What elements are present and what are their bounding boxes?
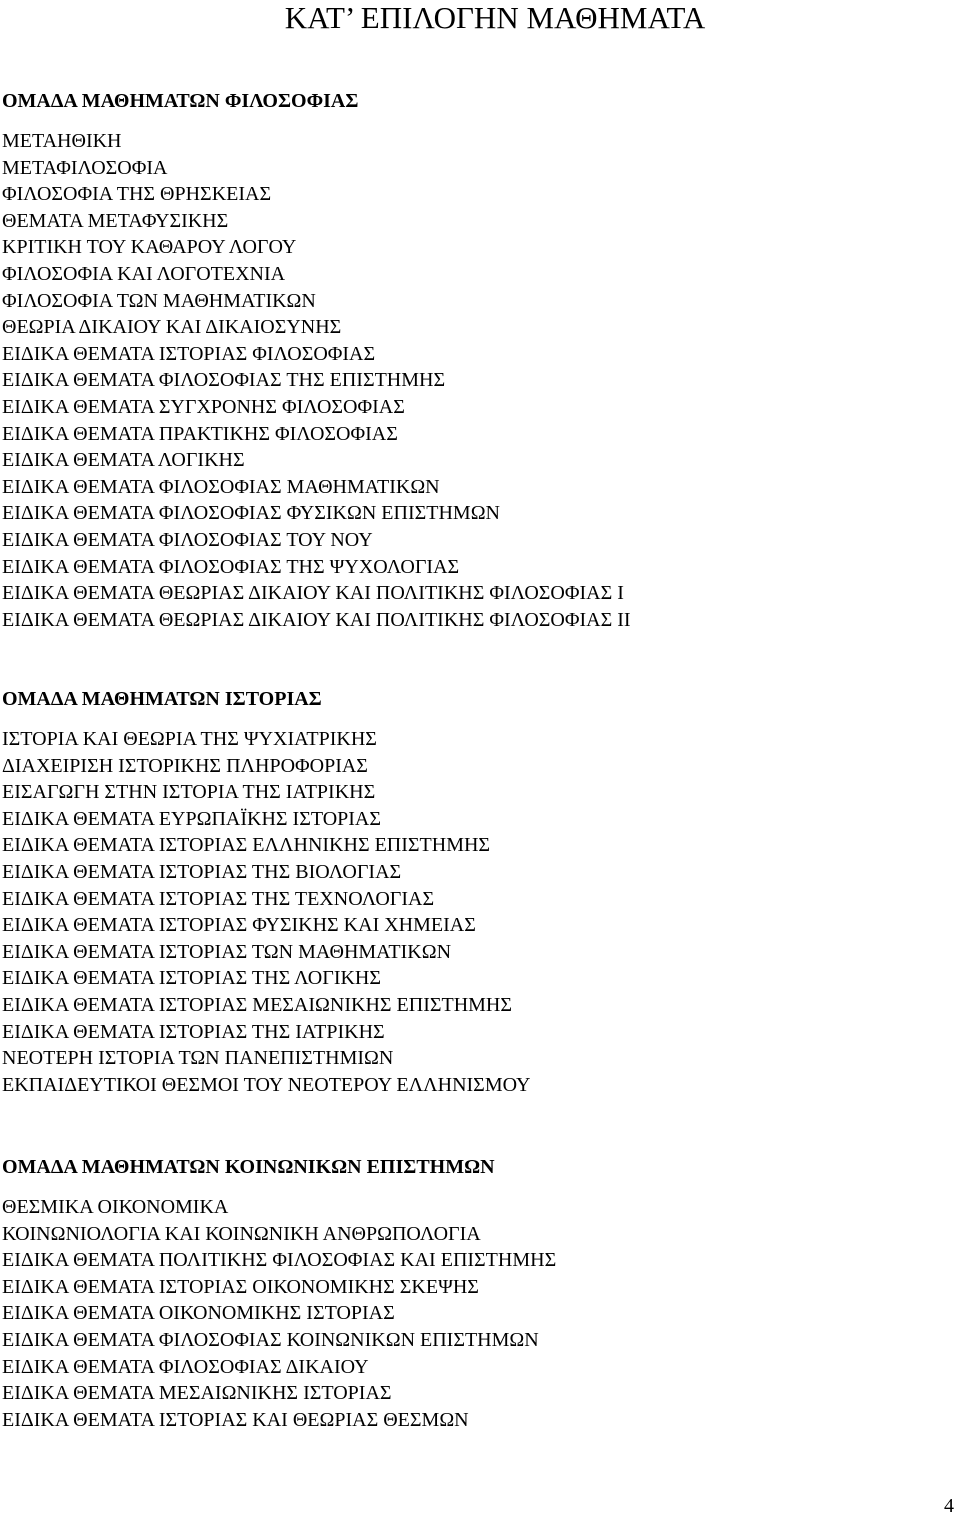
course-item: ΚΡΙΤΙΚΗ ΤΟΥ ΚΑΘΑΡΟΥ ΛΟΓΟΥ: [2, 236, 297, 259]
course-item: ΕΙΔΙΚΑ ΘΕΜΑΤΑ ΙΣΤΟΡΙΑΣ ΤΩΝ ΜΑΘΗΜΑΤΙΚΩΝ: [2, 940, 452, 963]
course-item: ΕΙΔΙΚΑ ΘΕΜΑΤΑ ΦΙΛΟΣΟΦΙΑΣ ΤΗΣ ΕΠΙΣΤΗΜΗΣ: [2, 369, 446, 392]
course-item: ΕΙΔΙΚΑ ΘΕΜΑΤΑ ΜΕΣΑΙΩΝΙΚΗΣ ΙΣΤΟΡΙΑΣ: [2, 1382, 392, 1405]
course-item: ΜΕΤΑΗΘΙΚΗ: [2, 130, 122, 152]
course-item: ΕΙΔΙΚΑ ΘΕΜΑΤΑ ΦΙΛΟΣΟΦΙΑΣ ΤΗΣ ΨΥΧΟΛΟΓΙΑΣ: [2, 555, 460, 578]
course-item: ΕΙΔΙΚΑ ΘΕΜΑΤΑ ΙΣΤΟΡΙΑΣ ΤΗΣ ΛΟΓΙΚΗΣ: [2, 967, 382, 990]
course-item: ΕΙΔΙΚΑ ΘΕΜΑΤΑ ΙΣΤΟΡΙΑΣ ΦΥΣΙΚΗΣ ΚΑΙ ΧΗΜΕΙΑΣ: [2, 914, 476, 937]
course-item: ΘΕΜΑΤΑ ΜΕΤΑΦΥΣΙΚΗΣ: [2, 209, 229, 232]
course-item: ΕΙΔΙΚΑ ΘΕΜΑΤΑ ΙΣΤΟΡΙΑΣ ΦΙΛΟΣΟΦΙΑΣ: [2, 342, 376, 365]
course-item: ΕΙΔΙΚΑ ΘΕΜΑΤΑ ΦΙΛΟΣΟΦΙΑΣ ΤΟΥ ΝΟΥ: [2, 528, 373, 551]
course-item: ΜΕΤΑΦΙΛΟΣΟΦΙΑ: [2, 156, 168, 179]
course-item: ΕΙΔΙΚΑ ΘΕΜΑΤΑ ΦΙΛΟΣΟΦΙΑΣ ΚΟΙΝΩΝΙΚΩΝ ΕΠΙΣΤΗΜΩΝ: [2, 1328, 539, 1351]
course-list: [2, 726, 531, 1098]
philosophy-section: [2, 88, 631, 633]
course-item: ΕΙΔΙΚΑ ΘΕΜΑΤΑ ΙΣΤΟΡΙΑΣ ΤΗΣ ΙΑΤΡΙΚΗΣ: [2, 1020, 385, 1043]
course-item: ΕΙΔΙΚΑ ΘΕΜΑΤΑ ΘΕΩΡΙΑΣ ΔΙΚΑΙΟΥ ΚΑΙ ΠΟΛΙΤΙΚΗΣ ΦΙΛΟΣΟΦΙΑΣ Ι: [2, 582, 624, 605]
course-item: ΕΙΔΙΚΑ ΘΕΜΑΤΑ ΙΣΤΟΡΙΑΣ ΕΛΛΗΝΙΚΗΣ ΕΠΙΣΤΗΜΗΣ: [2, 834, 491, 857]
course-item: ΕΙΔΙΚΑ ΘΕΜΑΤΑ ΦΙΛΟΣΟΦΙΑΣ ΦΥΣΙΚΩΝ ΕΠΙΣΤΗΜΩΝ: [2, 502, 500, 525]
section-heading: ΟΜΑΔΑ ΜΑΘΗΜΑΤΩΝ ΚΟΙΝΩΝΙΚΩΝ ΕΠΙΣΤΗΜΩΝ: [2, 1156, 495, 1178]
course-item: ΕΙΔΙΚΑ ΘΕΜΑΤΑ ΣΥΓΧΡΟΝΗΣ ΦΙΛΟΣΟΦΙΑΣ: [2, 395, 405, 418]
course-item: ΦΙΛΟΣΟΦΙΑ ΤΗΣ ΘΡΗΣΚΕΙΑΣ: [2, 183, 272, 206]
course-item: ΕΙΔΙΚΑ ΘΕΜΑΤΑ ΙΣΤΟΡΙΑΣ ΤΗΣ ΒΙΟΛΟΓΙΑΣ: [2, 860, 402, 883]
course-item: ΕΙΔΙΚΑ ΘΕΜΑΤΑ ΘΕΩΡΙΑΣ ΔΙΚΑΙΟΥ ΚΑΙ ΠΟΛΙΤΙΚΗΣ ΦΙΛΟΣΟΦΙΑΣ ΙΙ: [2, 608, 631, 631]
page-title: ΚΑΤ’ ΕΠΙΛΟΓΗΝ ΜΑΘΗΜΑΤΑ: [284, 0, 706, 35]
course-item: ΕΚΠΑΙΔΕΥΤΙΚΟΙ ΘΕΣΜΟΙ ΤΟΥ ΝΕΟΤΕΡΟΥ ΕΛΛΗΝΙΣΜΟΥ: [2, 1073, 531, 1096]
course-item: ΕΙΔΙΚΑ ΘΕΜΑΤΑ ΟΙΚΟΝΟΜΙΚΗΣ ΙΣΤΟΡΙΑΣ: [2, 1302, 395, 1325]
course-item: ΘΕΣΜΙΚΑ ΟΙΚΟΝΟΜΙΚΑ: [2, 1196, 229, 1218]
course-list: [2, 1194, 556, 1433]
course-item: ΝΕΟΤΕΡΗ ΙΣΤΟΡΙΑ ΤΩΝ ΠΑΝΕΠΙΣΤΗΜΙΩΝ: [2, 1047, 394, 1070]
history-section: [2, 686, 531, 1098]
course-item: ΕΙΔΙΚΑ ΘΕΜΑΤΑ ΙΣΤΟΡΙΑΣ ΤΗΣ ΤΕΧΝΟΛΟΓΙΑΣ: [2, 887, 435, 910]
course-item: ΦΙΛΟΣΟΦΙΑ ΤΩΝ ΜΑΘΗΜΑΤΙΚΩΝ: [2, 289, 316, 312]
course-item: ΦΙΛΟΣΟΦΙΑ ΚΑΙ ΛΟΓΟΤΕΧΝΙΑ: [2, 262, 286, 285]
social-sciences-section: [2, 1154, 556, 1433]
course-item: ΕΙΔΙΚΑ ΘΕΜΑΤΑ ΕΥΡΩΠΑΪΚΗΣ ΙΣΤΟΡΙΑΣ: [2, 807, 382, 830]
course-item: ΕΙΔΙΚΑ ΘΕΜΑΤΑ ΦΙΛΟΣΟΦΙΑΣ ΔΙΚΑΙΟΥ: [2, 1355, 369, 1378]
course-item: ΕΙΔΙΚΑ ΘΕΜΑΤΑ ΦΙΛΟΣΟΦΙΑΣ ΜΑΘΗΜΑΤΙΚΩΝ: [2, 475, 440, 498]
page-number: 4: [944, 1495, 954, 1517]
course-item: ΘΕΩΡΙΑ ΔΙΚΑΙΟΥ ΚΑΙ ΔΙΚΑΙΟΣΥΝΗΣ: [2, 316, 342, 339]
course-item: ΕΙΔΙΚΑ ΘΕΜΑΤΑ ΙΣΤΟΡΙΑΣ ΜΕΣΑΙΩΝΙΚΗΣ ΕΠΙΣΤΗΜΗΣ: [2, 993, 513, 1016]
course-item: ΚΟΙΝΩΝΙΟΛΟΓΙΑ ΚΑΙ ΚΟΙΝΩΝΙΚΗ ΑΝΘΡΩΠΟΛΟΓΙΑ: [2, 1222, 481, 1245]
course-item: ΕΙΔΙΚΑ ΘΕΜΑΤΑ ΠΟΛΙΤΙΚΗΣ ΦΙΛΟΣΟΦΙΑΣ ΚΑΙ ΕΠΙΣΤΗΜΗΣ: [2, 1249, 557, 1272]
section-heading: ΟΜΑΔΑ ΜΑΘΗΜΑΤΩΝ ΦΙΛΟΣΟΦΙΑΣ: [2, 90, 359, 112]
course-item: ΕΙΔΙΚΑ ΘΕΜΑΤΑ ΙΣΤΟΡΙΑΣ ΟΙΚΟΝΟΜΙΚΗΣ ΣΚΕΨΗΣ: [2, 1275, 479, 1298]
course-item: ΙΣΤΟΡΙΑ ΚΑΙ ΘΕΩΡΙΑ ΤΗΣ ΨΥΧΙΑΤΡΙΚΗΣ: [2, 728, 377, 750]
course-list: [2, 128, 631, 633]
course-item: ΔΙΑΧΕΙΡΙΣΗ ΙΣΤΟΡΙΚΗΣ ΠΛΗΡΟΦΟΡΙΑΣ: [2, 754, 368, 777]
course-item: ΕΙΔΙΚΑ ΘΕΜΑΤΑ ΛΟΓΙΚΗΣ: [2, 449, 245, 472]
course-item: ΕΙΔΙΚΑ ΘΕΜΑΤΑ ΙΣΤΟΡΙΑΣ ΚΑΙ ΘΕΩΡΙΑΣ ΘΕΣΜΩΝ: [2, 1408, 469, 1431]
section-heading: ΟΜΑΔΑ ΜΑΘΗΜΑΤΩΝ ΙΣΤΟΡΙΑΣ: [2, 688, 322, 710]
course-item: ΕΙΣΑΓΩΓΗ ΣΤΗΝ ΙΣΤΟΡΙΑ ΤΗΣ ΙΑΤΡΙΚΗΣ: [2, 781, 376, 804]
course-item: ΕΙΔΙΚΑ ΘΕΜΑΤΑ ΠΡΑΚΤΙΚΗΣ ΦΙΛΟΣΟΦΙΑΣ: [2, 422, 398, 445]
